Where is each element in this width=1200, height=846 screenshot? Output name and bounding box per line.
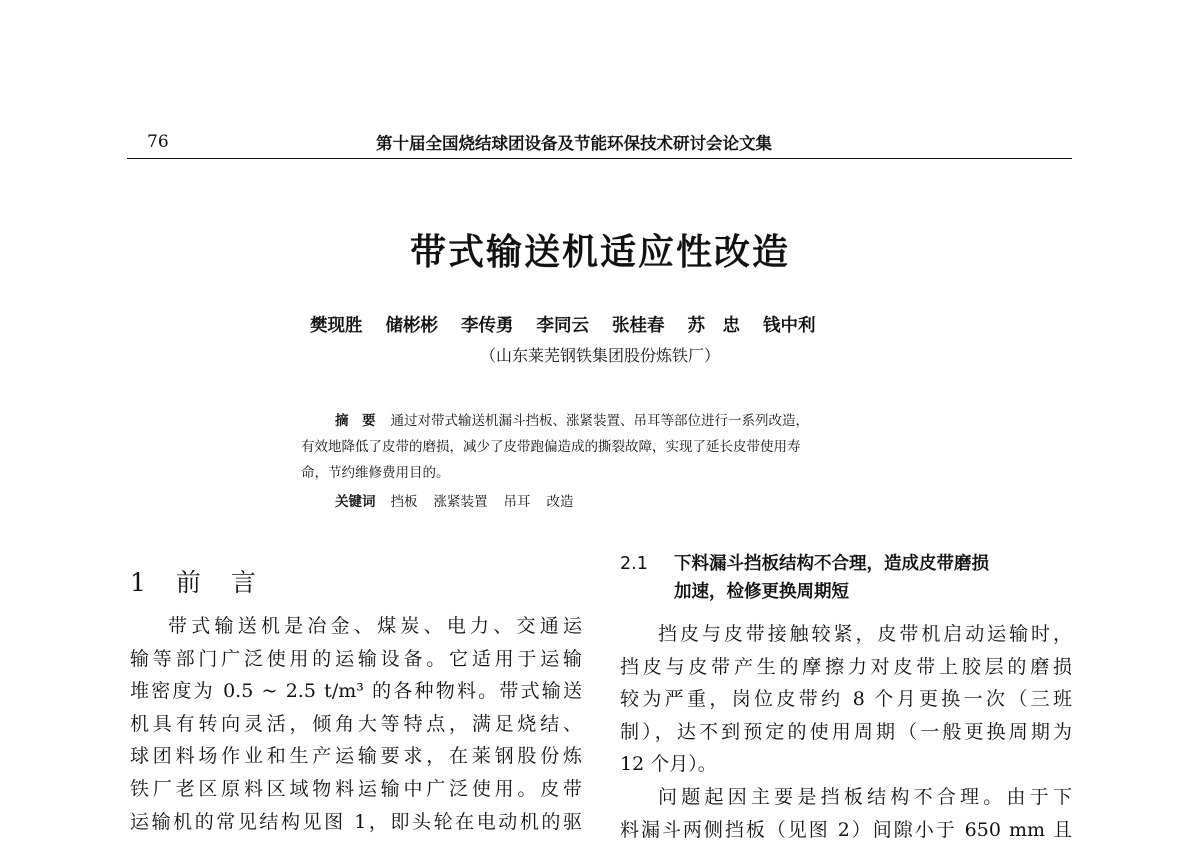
- text-line: 机具有转向灵活，倾角大等特点，满足烧结、: [130, 712, 582, 735]
- author-name: 苏 忠: [687, 316, 740, 336]
- abstract-text: 通过对带式输送机漏斗挡板、涨紧装置、吊耳等部位进行一系列改造，: [390, 413, 809, 429]
- text-line: 运输机的常见结构见图 1，即头轮在电动机的驱: [130, 810, 582, 833]
- abstract-line: 有效地降低了皮带的磨损，减少了皮带跑偏造成的撕裂故障，实现了延长皮带使用寿: [301, 439, 801, 455]
- text-line: 球团料场作业和生产运输要求，在莱钢股份炼: [130, 745, 582, 768]
- subsection-title: 加速，检修更换周期短: [674, 582, 849, 602]
- text-line: 料漏斗两侧挡板（见图 2）间隙小于 650 mm 且: [620, 818, 1072, 841]
- text-line: 带式输送机是冶金、煤炭、电力、交通运: [168, 615, 582, 637]
- affiliation: （山东莱芜钢铁集团股份炼铁厂）: [479, 346, 720, 365]
- section-title: 前: [175, 568, 201, 597]
- paper-title: 带式输送机适应性改造: [409, 232, 790, 273]
- author-list: [310, 312, 816, 337]
- text-line: 制），达不到预定的使用周期（一般更换周期为: [620, 720, 1072, 743]
- running-title: 第十届全国烧结球团设备及节能环保技术研讨会论文集: [376, 134, 772, 153]
- author-name: 储彬彬: [385, 316, 438, 336]
- author-name: 钱中利: [763, 316, 816, 336]
- left-column: [130, 610, 582, 838]
- right-column: [620, 618, 1072, 846]
- section-number: 1: [130, 568, 146, 597]
- paragraph: [620, 781, 1072, 846]
- text-line: 铁厂老区原料区域物料运输中广泛使用。皮带: [130, 777, 582, 800]
- subsection-heading: [620, 550, 989, 606]
- text-line: 较为严重，岗位皮带约 8 个月更换一次（三班: [620, 688, 1072, 711]
- keywords-line: [335, 490, 590, 510]
- subsection-title: 下料漏斗挡板结构不合理，造成皮带磨损: [674, 554, 989, 574]
- section-heading: [130, 563, 256, 599]
- author-name: 李传勇: [461, 316, 514, 336]
- section-title: 言: [230, 568, 256, 597]
- paragraph: [620, 618, 1072, 781]
- abstract-label: 摘 要: [335, 413, 376, 429]
- subsection-number: 2.1: [620, 554, 648, 574]
- keywords-label: 关键词: [335, 494, 376, 510]
- text-line: 堆密度为 0.5 ~ 2.5 t/m³ 的各种物料。带式输送: [130, 680, 582, 703]
- header-rule: [127, 158, 1072, 159]
- paragraph: [130, 610, 582, 838]
- text-line: 挡皮与皮带接触较紧，皮带机启动运输时，: [658, 623, 1072, 645]
- text-line: 12 个月）。: [620, 753, 717, 776]
- keyword: 改造: [546, 494, 574, 510]
- page-number: 76: [147, 132, 169, 152]
- keyword: 吊耳: [503, 494, 531, 510]
- abstract-line: [335, 409, 809, 429]
- text-line: 挡皮与皮带产生的摩擦力对皮带上胶层的磨损: [620, 655, 1072, 678]
- text-line: 输等部门广泛使用的运输设备。它适用于运输: [130, 647, 582, 670]
- abstract-line: 命，节约维修费用目的。: [301, 465, 450, 481]
- author-name: 李同云: [536, 316, 589, 336]
- author-name: 张桂春: [612, 316, 665, 336]
- keyword: 涨紧装置: [433, 494, 488, 510]
- keyword: 挡板: [390, 494, 418, 510]
- author-name: 樊现胜: [310, 316, 363, 336]
- text-line: 问题起因主要是挡板结构不合理。由于下: [658, 785, 1072, 808]
